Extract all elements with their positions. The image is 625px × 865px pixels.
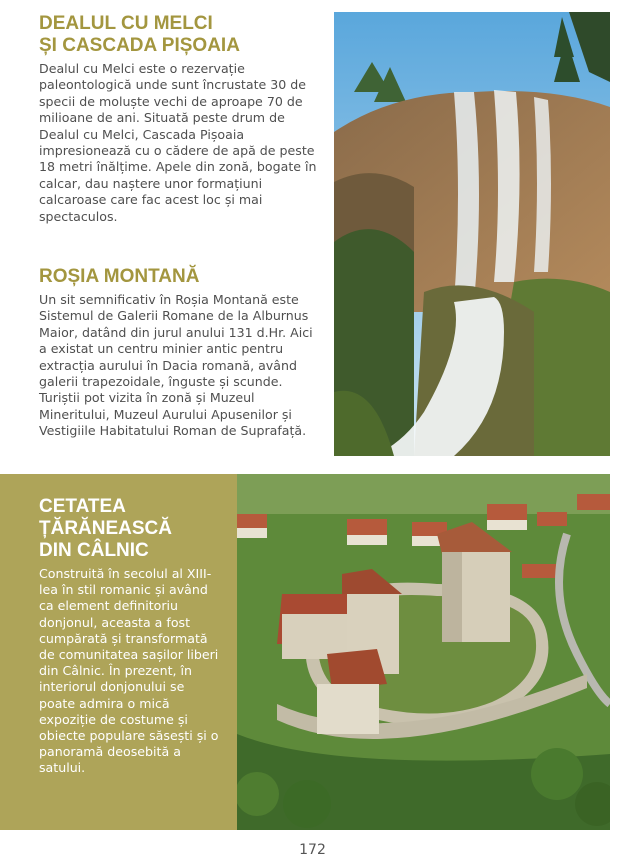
- title-line: DIN CÂLNIC: [39, 540, 149, 561]
- fortress-illustration: [237, 474, 610, 830]
- waterfall-illustration: [334, 12, 610, 456]
- title-line: DEALUL CU MELCI: [39, 13, 213, 34]
- section-title-dealul-cu-melci: [39, 13, 329, 57]
- section-body-dealul-cu-melci: Dealul cu Melci este o rezervație paleontologică unde sunt încrustate 30 de specii de moluște vechi de aproape 70 de milioane de ani. Situată peste drum de Dealul cu Melci, Cascada Pișoaia impresionează cu o cădere de apă de peste 18 metri înălțime. Apele din zonă, bogate în calcar, dau naștere unor formațiuni calcaroase care fac acest loc și mai spectaculos.: [39, 61, 317, 224]
- section-body-cetatea-calnic: Construită în secolul al XIII-lea în stil romanic și având ca element definitoriu donjonul, aceasta a fost cumpărată și transformată de comunitatea sașilor liberi din Câlnic. În prezent, în interiorul donjonului se poate admira o mică expoziție de costume și obiecte populare săsești și o panoramă deosebită a satului.: [39, 566, 219, 776]
- waterfall-photo: [334, 12, 610, 456]
- section-title-cetatea-calnic: [39, 496, 239, 562]
- page-number: 172: [299, 842, 326, 858]
- title-line: ȘI CASCADA PIȘOAIA: [39, 35, 240, 56]
- title-line: CETATEA: [39, 496, 126, 517]
- section-body-rosia-montana: Un sit semnificativ în Roșia Montană este Sistemul de Galerii Romane de la Alburnus Maior, datând din jurul anului 131 d.Hr. Aici a existat un centru minier antic pentru extracția aurului în Dacia romană, având galerii trapezoidale, înguste și scunde. Turiștii pot vizita în zonă și Muzeul Mineritului, Muzeul Aurului Apusenilor și Vestigiile Habitatului Roman de Suprafață.: [39, 292, 313, 439]
- section-title-rosia-montana: ROȘIA MONTANĂ: [39, 266, 200, 287]
- fortress-photo: [237, 474, 610, 830]
- title-line: ȚĂRĂNEASCĂ: [39, 518, 172, 539]
